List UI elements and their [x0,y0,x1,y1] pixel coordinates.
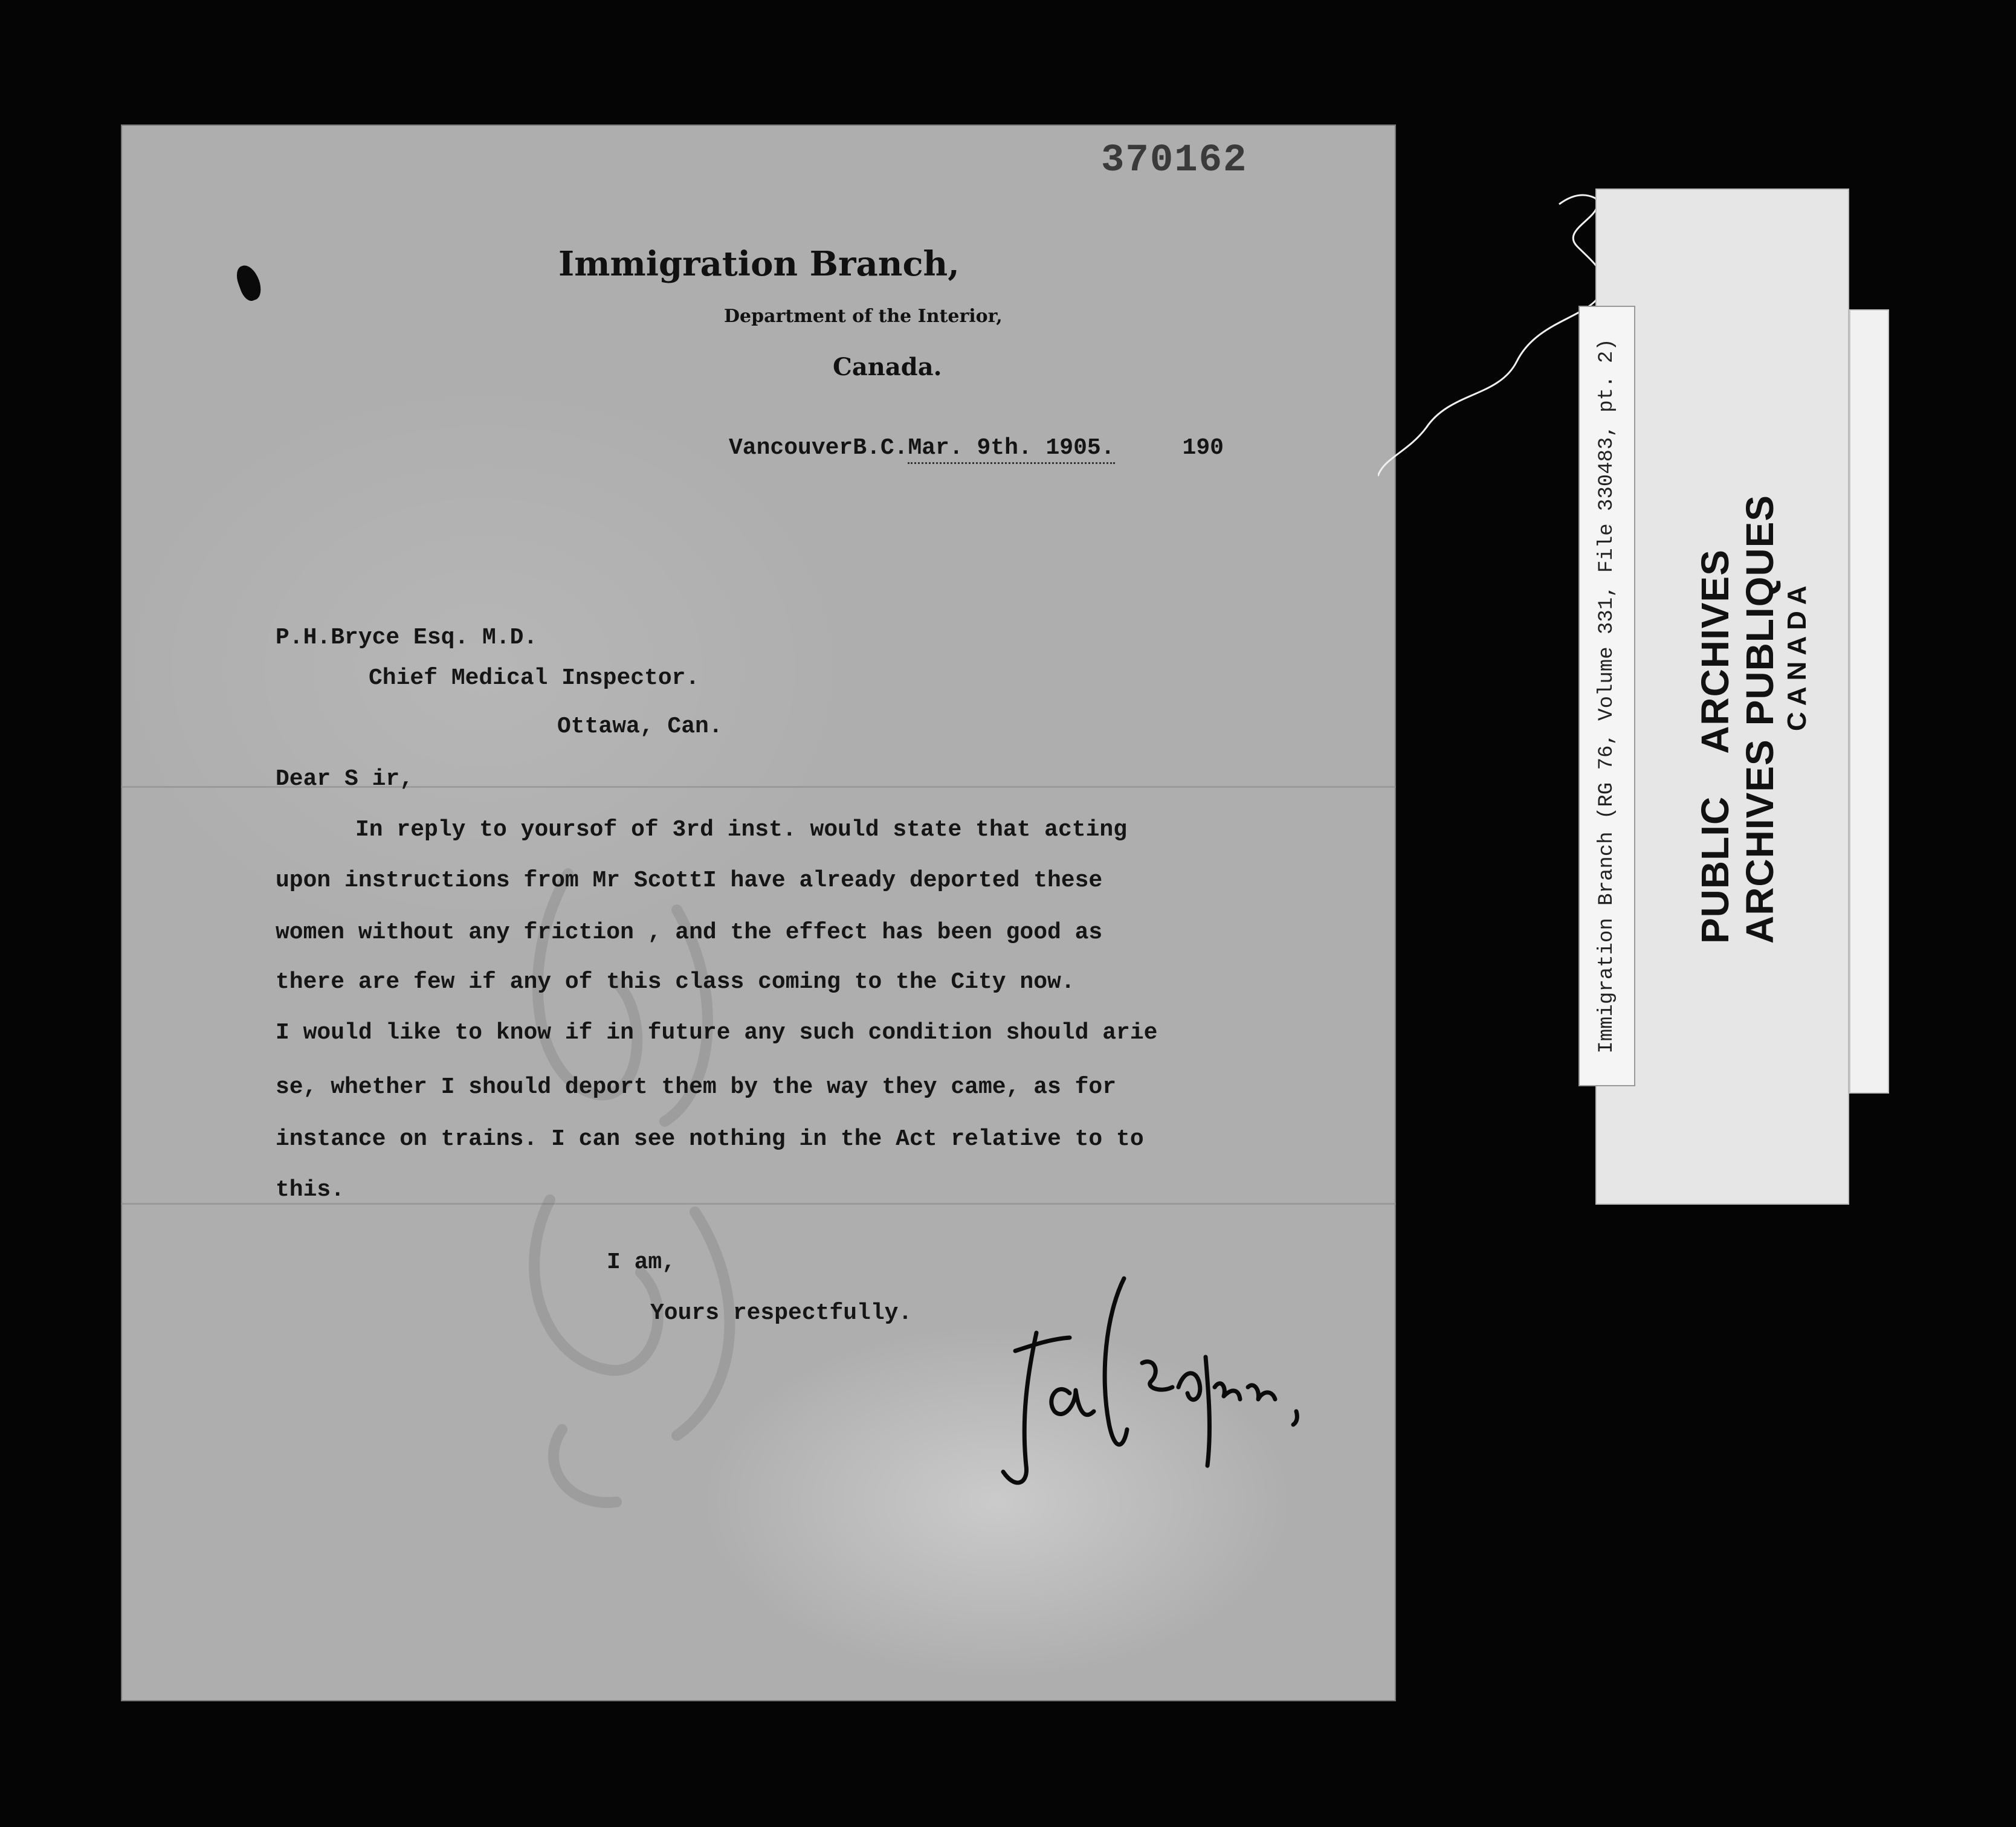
dateline-date: Mar. 9th. 1905. [908,435,1114,464]
body-line: instance on trains. I can see nothing in the Act relative to to [276,1126,1144,1152]
recipient-location: Ottawa, Can. [557,714,723,740]
archive-stamp-line-french [1737,417,1782,961]
archive-reference-label [1578,306,1635,1086]
body-line: upon instructions from Mr ScottI have already deported these [276,868,1103,894]
dateline-place: VancouverB.C. [729,435,908,461]
archive-tab-edge [1849,309,1889,1094]
handwritten-signature [979,1266,1317,1496]
closing-line: Yours respectfully. [650,1300,913,1326]
archive-stamp-word: PUBLIQUES [1738,494,1782,726]
archive-stamp-word: PUBLIC [1693,796,1737,944]
body-line: women without any friction , and the effect has been good as [276,920,1103,946]
archive-stamp-line-english [1693,417,1737,961]
recipient-name: P.H.Bryce Esq. M.D. [276,625,538,651]
archive-stamp-country: CANADA [1782,579,1812,731]
file-stamp-number: 370162 [1101,139,1248,182]
public-archives-stamp-text [1693,417,1812,961]
body-line: se, whether I should deport them by the way they came, as for [276,1074,1117,1100]
recipient-title: Chief Medical Inspector. [369,665,700,691]
letterhead-branch-text: Immigration Branch, [558,244,960,284]
archive-stamp-word: ARCHIVES [1738,739,1782,944]
public-archives-stamp [1662,387,1843,991]
body-line: In reply to yoursof of 3rd inst. would state that acting [355,817,1128,843]
body-line: this. [276,1177,345,1203]
archive-stamp-word: ARCHIVES [1693,549,1737,754]
body-line: I would like to know if in future any such condition should arie [276,1020,1158,1046]
archive-reference-text: Immigration Branch (RG 76, Volume 331, File 330483, pt. 2) [1595,338,1618,1054]
letter-page [121,124,1396,1701]
letterhead-department: Department of the Interior, [724,306,1003,327]
letterhead-country: Canada. [833,353,942,381]
letterhead-branch [121,244,1396,284]
dateline [729,435,1224,461]
body-line: there are few if any of this class coming to the City now. [276,969,1075,995]
salutation: Dear S ir, [276,766,414,792]
closing-line: I am, [607,1249,676,1275]
dateline-year-stub: 190 [1182,435,1224,461]
